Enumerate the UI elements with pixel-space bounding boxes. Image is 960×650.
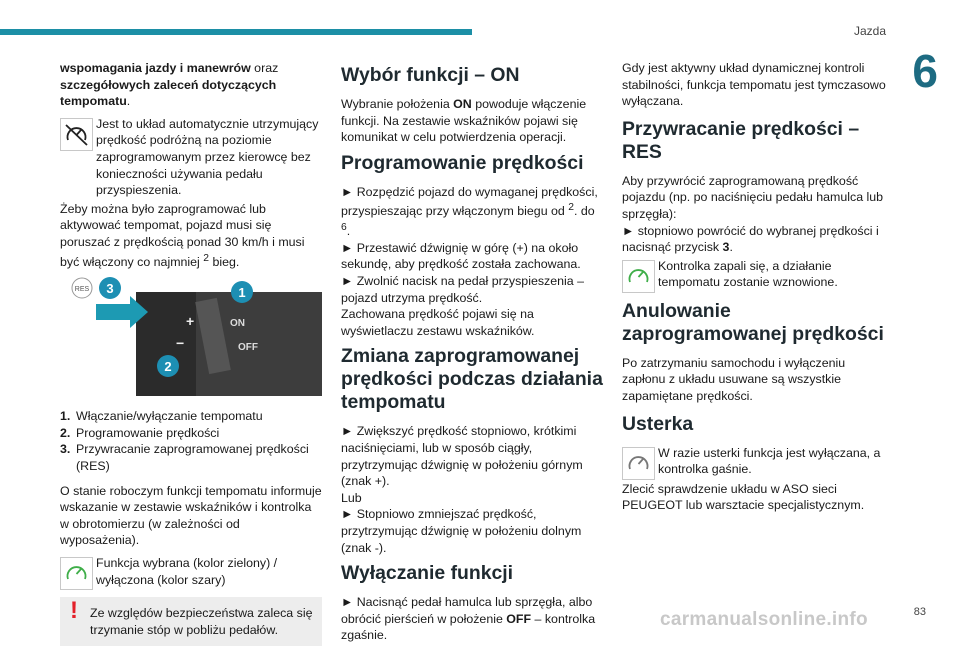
on-label: ON [230,318,245,330]
prog-note: Zachowana prędkość pojawi się na wyświetlaczu zestawu wskaźników. [341,307,535,338]
off-label: OFF [238,342,258,354]
cancel-text: Po zatrzymaniu samochodu i wyłączeniu zapłonu z układu usuwane są wszystkie zapamiętane prędkości. [622,355,846,403]
column-2 [341,60,605,650]
res-step: ► stopniowo powrócić do wybranej prędkości i nacisnąć przycisk 3. [622,223,879,255]
cruise-control-grey-icon [622,447,655,480]
fault-indicator-row [622,445,888,479]
heading-programming: Programowanie prędkości [341,151,584,174]
prog-step-3: ► Zwolnić nacisk na pedał przyspieszenia – pojazd utrzyma prędkość. [341,274,584,305]
legend-item: 2. Programowanie prędkości [60,425,220,440]
intro-paragraph: wspomagania jazdy i manewrów oraz szczegółowych zaleceń dotyczących tempomatu. [60,61,279,109]
res-indicator-text: Kontrolka zapali się, a działanie tempomatu zostanie wznowione. [658,258,838,290]
prog-step-2: ► Przestawić dźwignię w górę (+) na około sekundę, aby prędkość została zachowana. [341,240,581,272]
heading-change: Zmiana zaprogramowanej prędkości podczas działania tempomatu [341,345,603,414]
res-text: Aby przywrócić zaprogramowaną prędkość pojazdu (np. po naciśnięciu pedału hamulca lub sprzęgła): [622,173,884,221]
heading-fault: Usterka [622,412,694,435]
activation-text: Żeby można było zaprogramować lub aktywować tempomat, pojazd musi się poruszać z prędkością ponad 30 km/h i musi być włączony co najmniej $^2$ bieg. [60,201,305,269]
safety-warning [60,597,322,646]
callout-1: 1 [238,285,246,301]
legend-item: 3. Przywracanie zaprogramowanej prędkości (RES) [60,442,309,474]
legend-list [60,408,322,474]
page-number: 83 [913,606,926,618]
indicator-row [60,555,322,589]
warning-icon: ! [70,597,78,624]
cruise-control-green-icon [622,260,655,293]
callout-3: 3 [106,281,114,297]
callout-2: 2 [164,359,172,375]
top-accent-bar [0,29,472,35]
indicator-text: Funkcja wybrana (kolor zielony) / wyłączona (kolor szary) [96,556,278,587]
svg-text:−: − [176,335,185,352]
off-text: ► Nacisnąć pedał hamulca lub sprzęgła, albo obrócić pierścień w położenie OFF – kontrolka zgaśnie. [341,595,596,643]
svg-text:+: + [186,313,195,330]
speed-limit-text: Jest to układ automatycznie utrzymujący prędkość podróżną na poziomie zaprogramowanym przez kierowcę bez konieczności używania pedału przyspieszenia. [96,116,319,198]
prog-step-1: ► Rozpędzić pojazd do wymaganej prędkości, przyspieszając przy włączonym biegu od $^2$. do $^6$. [341,184,598,239]
fault-text: Zlecić sprawdzenie układu w ASO sieci PEUGEOT lub warsztacie specjalistycznym. [622,481,865,513]
watermark: carmanualsonline.info [660,609,868,630]
section-header: Jazda [853,24,886,38]
change-step-1: ► Zwiększyć prędkość stopniowo, krótkimi naciśnięciami, lub w sposób ciągły, przytrzymując dźwignię w położeniu górnym (znak +). [341,424,583,489]
on-text: Wybranie położenia ON powoduje włączenie funkcji. Na zestawie wskaźników pojawi się komunikat w celu potwierdzenia operacji. [341,97,587,145]
operating-text: O stanie roboczym funkcji tempomatu informuje wskazanie w zestawie wskaźników i kontrolka w obrotomierzu (w zależności od wyposażenia). [60,483,322,548]
change-or: Lub [341,490,362,505]
esc-text: Gdy jest aktywny układ dynamicznej kontroli stabilności, funkcja tempomatu jest tymczasowo wyłączana. [622,61,886,109]
cruise-lever-illustration [60,276,322,396]
warning-text: Ze względów bezpieczeństwa zaleca się trzymanie stóp w pobliżu pedałów. [90,606,313,637]
chapter-number: 6 [912,45,938,97]
column-1 [60,60,322,646]
legend-item: 1. Włączanie/wyłączanie tempomatu [60,409,263,424]
heading-on: Wybór funkcji – ON [341,64,520,86]
heading-res: Przywracanie prędkości – RES [622,117,860,163]
change-step-2: ► Stopniowo zmniejszać prędkość, przytrzymując dźwignię w położeniu dolnym (znak -). [341,507,582,555]
heading-off: Wyłączanie funkcji [341,562,514,585]
res-label: RES [74,286,90,294]
column-3 [622,60,888,520]
heading-cancel: Anulowanie zaprogramowanej prędkości [622,299,884,345]
fault-indicator-text: W razie usterki funkcja jest wyłączana, a kontrolka gaśnie. [658,445,881,477]
speed-limit-row [60,116,322,199]
cruise-control-off-icon [60,118,93,151]
res-indicator-row [622,258,888,292]
cruise-control-green-icon [60,557,93,590]
